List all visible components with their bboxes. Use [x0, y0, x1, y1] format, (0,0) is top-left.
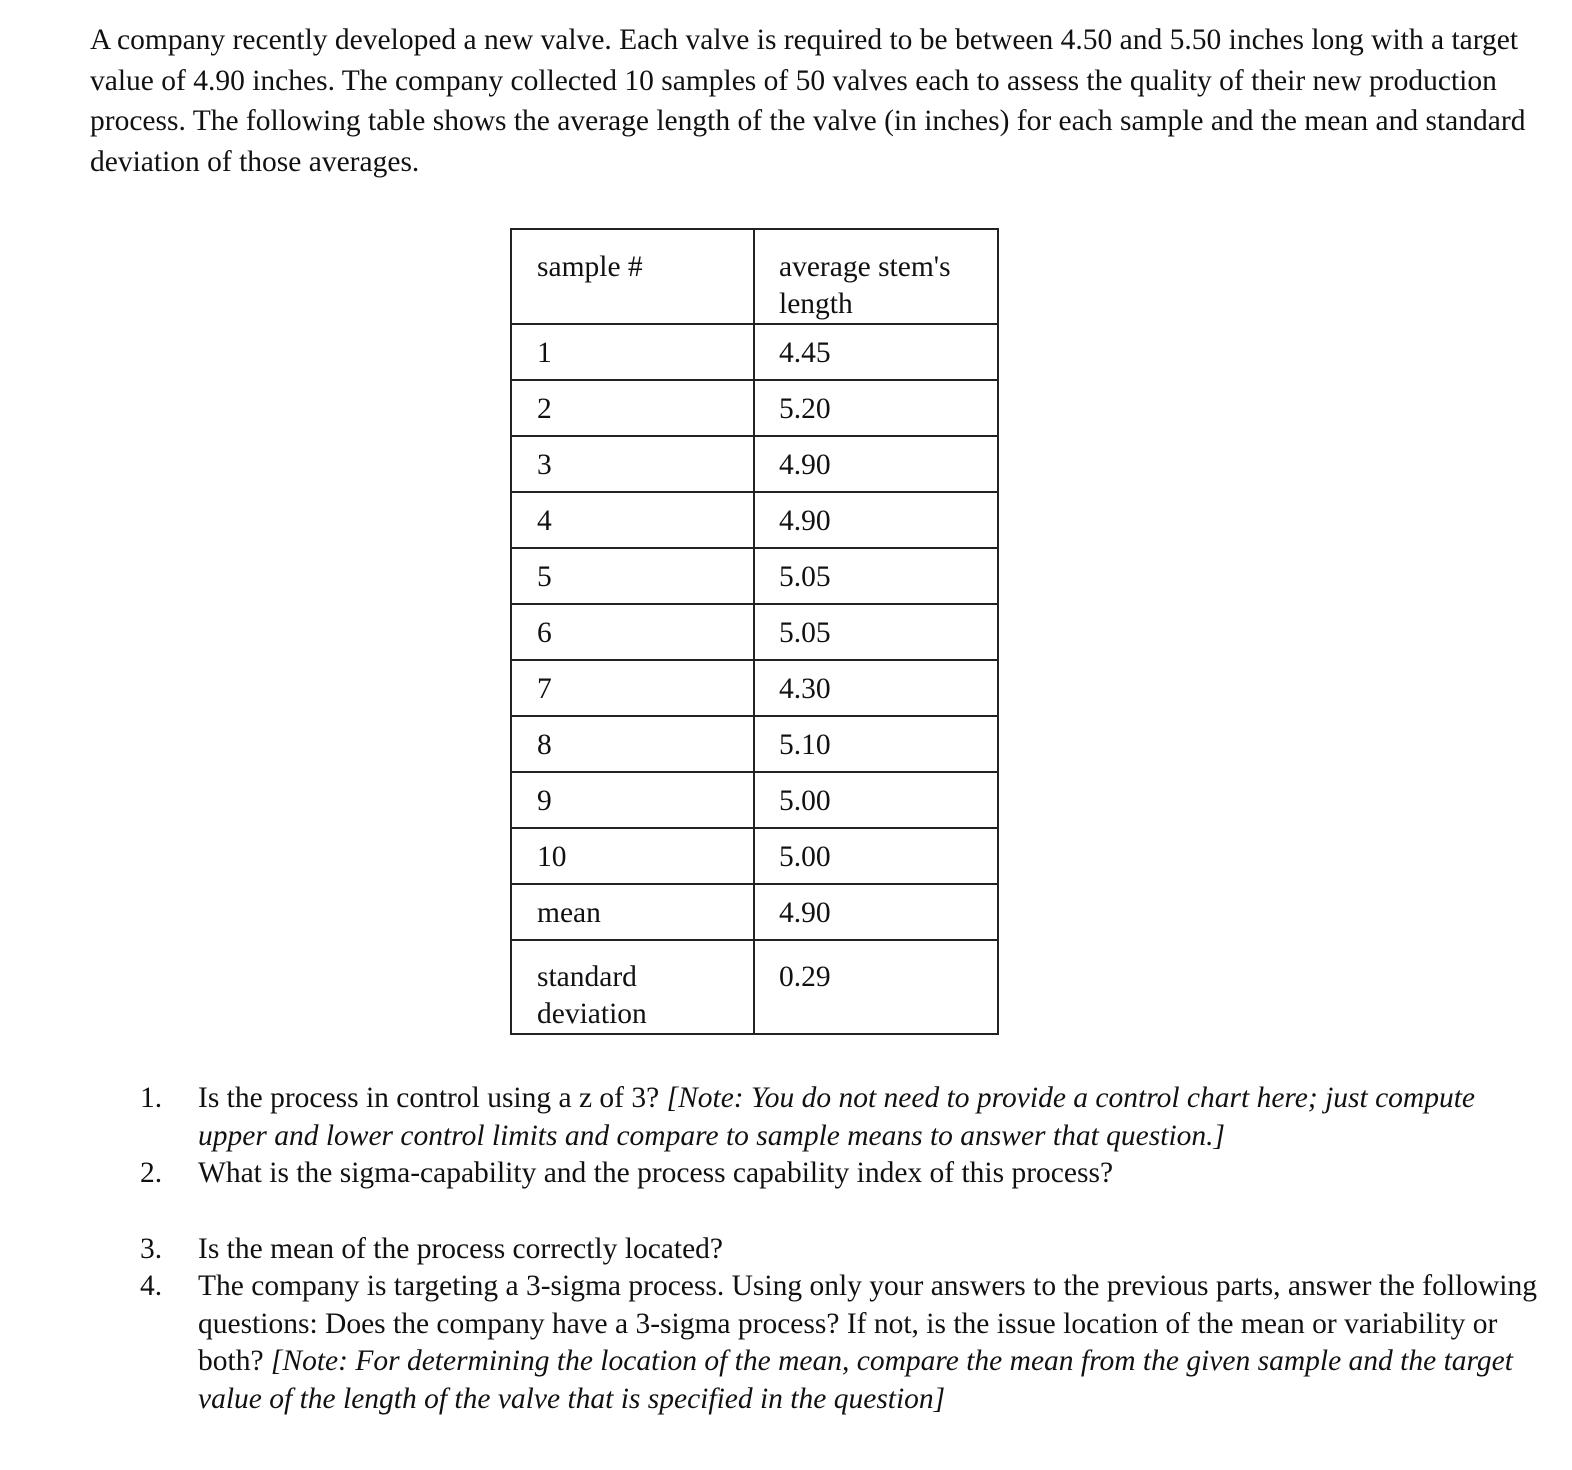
header-average-length: average stem's length	[754, 229, 998, 324]
question-number: 2.	[140, 1157, 163, 1189]
sample-number-cell: 6	[511, 604, 754, 660]
standard-deviation-label: standard deviation	[511, 940, 754, 1034]
question-list	[140, 1080, 1550, 1418]
average-length-cell: 5.00	[754, 772, 998, 828]
question-number: 3.	[140, 1232, 163, 1265]
table-row	[511, 492, 998, 548]
question-text: The company is targeting a 3-sigma process. Using only your answers to the previous parts, answer the following questions: Does the company have a 3-sigma process? If not, is the issue location of the mean or variability or both?	[198, 1270, 1537, 1377]
question-item	[140, 1231, 1550, 1269]
standard-deviation-value: 0.29	[754, 940, 998, 1034]
question-number: 1.	[140, 1082, 163, 1114]
average-length-cell: 5.20	[754, 380, 998, 436]
question-text: What is the sigma-capability and the process capability index of this process?	[198, 1157, 1114, 1189]
table-header-row	[511, 229, 998, 324]
question-note: [Note: You do not need to provide a control chart here; just compute upper and lower control limits and compare to sample means to answer that question.]	[198, 1082, 1476, 1152]
standard-deviation-row	[511, 940, 998, 1034]
sample-number-cell: 2	[511, 380, 754, 436]
question-item	[140, 1268, 1550, 1418]
mean-row	[511, 884, 998, 940]
table-row	[511, 380, 998, 436]
average-length-cell: 5.00	[754, 828, 998, 884]
average-length-cell: 4.30	[754, 660, 998, 716]
sample-number-cell: 7	[511, 660, 754, 716]
sample-number-cell: 4	[511, 492, 754, 548]
mean-label: mean	[511, 884, 754, 940]
question-note: [Note: For determining the location of the mean, compare the mean from the given sample and the target value of the length of the valve that is specified in the question]	[198, 1345, 1513, 1415]
table-row	[511, 604, 998, 660]
average-length-cell: 5.05	[754, 604, 998, 660]
table-row	[511, 828, 998, 884]
intro-paragraph: A company recently developed a new valve. Each valve is required to be between 4.50 and 5.50 inches long with a target value of 4.90 inches. The company collected 10 samples of 50 valves each to assess the quality of their new production process. The following table shows the average length of the valve (in inches) for each sample and the mean and standard deviation of those averages.	[90, 24, 1526, 178]
table-row	[511, 660, 998, 716]
sample-number-cell: 1	[511, 324, 754, 380]
average-length-cell: 5.05	[754, 548, 998, 604]
average-length-cell: 4.45	[754, 324, 998, 380]
question-item	[140, 1155, 1550, 1193]
table-row	[511, 324, 998, 380]
sample-number-cell: 9	[511, 772, 754, 828]
question-number: 4.	[140, 1270, 163, 1302]
question-text: Is the process in control using a z of 3?	[198, 1082, 667, 1114]
sample-number-cell: 8	[511, 716, 754, 772]
table-row	[511, 436, 998, 492]
question-item	[140, 1080, 1550, 1155]
mean-value: 4.90	[754, 884, 998, 940]
table-row	[511, 772, 998, 828]
average-length-cell: 4.90	[754, 436, 998, 492]
question-text: Is the mean of the process correctly located?	[198, 1232, 724, 1265]
table-row	[511, 548, 998, 604]
table-row	[511, 716, 998, 772]
header-sample-number: sample #	[511, 229, 754, 324]
sample-number-cell: 3	[511, 436, 754, 492]
sample-number-cell: 5	[511, 548, 754, 604]
average-length-cell: 4.90	[754, 492, 998, 548]
sample-number-cell: 10	[511, 828, 754, 884]
valve-sample-table	[510, 228, 999, 1035]
average-length-cell: 5.10	[754, 716, 998, 772]
